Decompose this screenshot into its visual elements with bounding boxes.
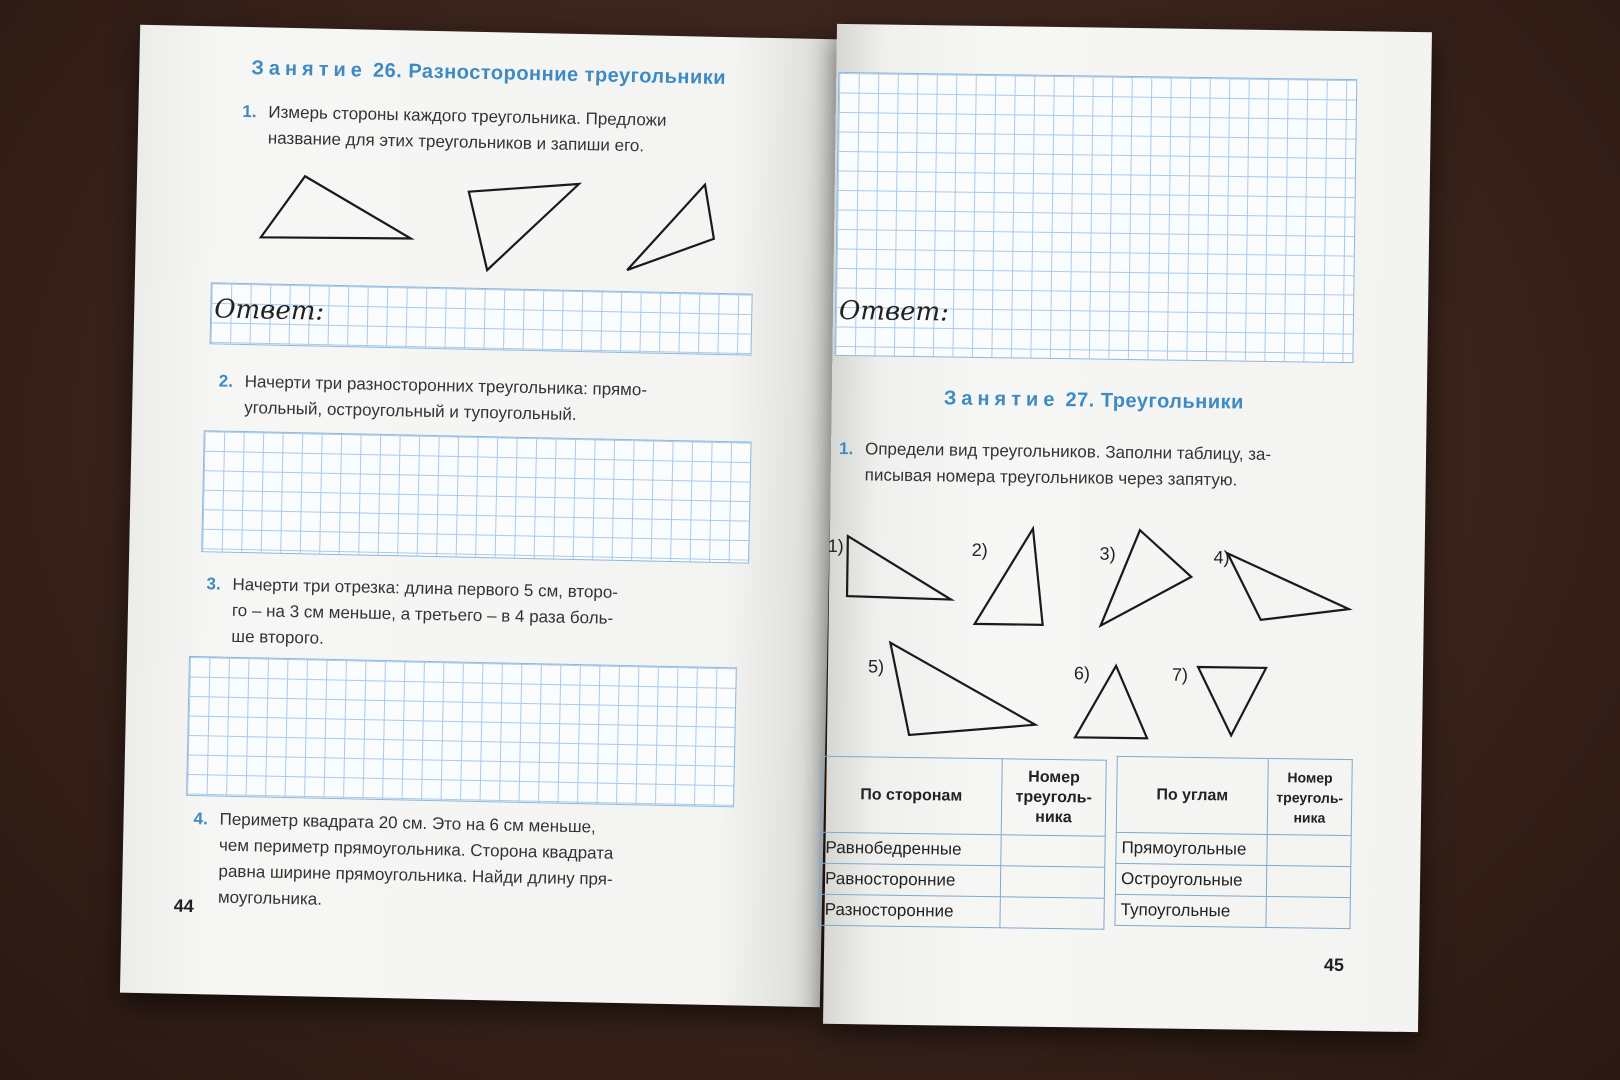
table-by-angles [1114, 756, 1352, 929]
answer-label: Ответ: [838, 295, 950, 328]
answer-cell[interactable] [1001, 835, 1105, 867]
triangle-3 [1101, 530, 1192, 627]
triangle-4 [1227, 553, 1350, 621]
task-text-line: го – на 3 см меньше, а третьего – в 4 раза боль- [231, 600, 614, 628]
row-label: Тупоугольные [1115, 894, 1266, 927]
lesson-title-26 [251, 57, 726, 90]
triangle-label-1: 1) [827, 535, 844, 557]
task-1 [242, 99, 769, 161]
workbook-page-right [823, 24, 1432, 1032]
drawing-grid-3[interactable] [186, 656, 737, 807]
header-line: Номер [1028, 768, 1080, 786]
answer-label: Ответ: [213, 294, 325, 327]
lesson-title-text: 26. Разносторонние треугольники [372, 59, 727, 90]
task-text-line: угольный, остроугольный и тупоугольный. [244, 398, 577, 424]
answer-cell[interactable] [1000, 866, 1104, 898]
triangle-label-3: 3) [1099, 543, 1116, 564]
triangle-figures [255, 167, 757, 287]
triangle-1 [847, 536, 952, 599]
lesson-title-word: Занятие [251, 57, 368, 82]
task-number: 2. [218, 371, 234, 391]
workbook-page-left [120, 25, 840, 1007]
triangle-label-6: 6) [1073, 663, 1091, 684]
header-line: треуголь- [1015, 787, 1093, 807]
task-text-line: название для этих треугольников и запиши его. [267, 128, 645, 156]
task-2 [218, 369, 755, 432]
task-number: 4. [193, 809, 208, 829]
header-line: ника [1035, 808, 1072, 826]
table-by-sides [818, 756, 1106, 930]
answer-cell[interactable] [1266, 865, 1350, 897]
task-text-line: Периметр квадрата 20 см. Это на 6 см меньше, [219, 809, 596, 837]
triangle-label-4: 4) [1213, 547, 1230, 568]
task-text-line: равна ширине прямоугольника. Найди длину пря- [218, 861, 613, 889]
row-label: Остроугольные [1115, 863, 1266, 896]
task-text-line: Начерти три разносторонних треугольника: прямо- [244, 372, 648, 400]
triangle-c [627, 183, 715, 272]
triangle-label-7: 7) [1171, 664, 1189, 685]
table-header-number [1267, 758, 1352, 835]
triangle-2 [975, 528, 1044, 625]
answer-cell[interactable] [1000, 897, 1104, 929]
task-3 [206, 572, 745, 661]
page-number: 44 [173, 895, 195, 917]
triangle-label-2: 2) [971, 539, 988, 561]
task-text-line: моугольника. [217, 887, 323, 909]
header-line: Номер [1287, 768, 1333, 786]
table-header-number [1001, 759, 1106, 836]
answer-cell[interactable] [1267, 834, 1351, 866]
triangle-a [261, 175, 412, 240]
task-text-line: Начерти три отрезка: длина первого 5 см, второ- [232, 574, 619, 602]
task-number: 1. [242, 101, 257, 122]
row-label: Прямоугольные [1116, 832, 1267, 865]
task-number: 3. [206, 574, 221, 594]
triangle-5 [889, 643, 1036, 737]
lesson-title-27 [944, 387, 1244, 414]
task-text-line: писывая номера треугольников через запятую. [864, 465, 1238, 490]
triangle-6 [1075, 665, 1148, 738]
task-4 [193, 807, 740, 922]
table-header-angles: По углам [1116, 756, 1268, 834]
answer-cell[interactable] [1266, 896, 1350, 928]
task-text-line: Измерь стороны каждого треугольника. Предложи [268, 102, 667, 130]
header-line: треуголь- [1276, 788, 1344, 806]
task-number: 1. [838, 438, 854, 459]
task-text-line: Определи вид треугольников. Заполни таблицу, за- [864, 439, 1272, 464]
triangle-b [467, 182, 579, 272]
row-label: Равносторонние [819, 863, 1000, 897]
table-header-sides: По сторонам [820, 756, 1002, 835]
task-text-line: чем периметр прямоугольника. Сторона квадрата [218, 835, 614, 863]
triangle-label-5: 5) [867, 656, 885, 677]
lesson-title-text: 27. Треугольники [1065, 389, 1245, 414]
row-label: Разносторонние [819, 894, 1000, 928]
lesson-title-word: Занятие [943, 387, 1060, 412]
page-number: 45 [1323, 954, 1345, 976]
task-27-1 [838, 436, 1366, 495]
task-text-line: ше второго. [231, 626, 325, 648]
row-label: Равнобедренные [820, 832, 1001, 866]
drawing-grid-2[interactable] [201, 430, 751, 563]
header-line: ника [1293, 808, 1326, 826]
triangle-7 [1197, 667, 1266, 736]
triangle-figures-27 [827, 524, 1390, 772]
